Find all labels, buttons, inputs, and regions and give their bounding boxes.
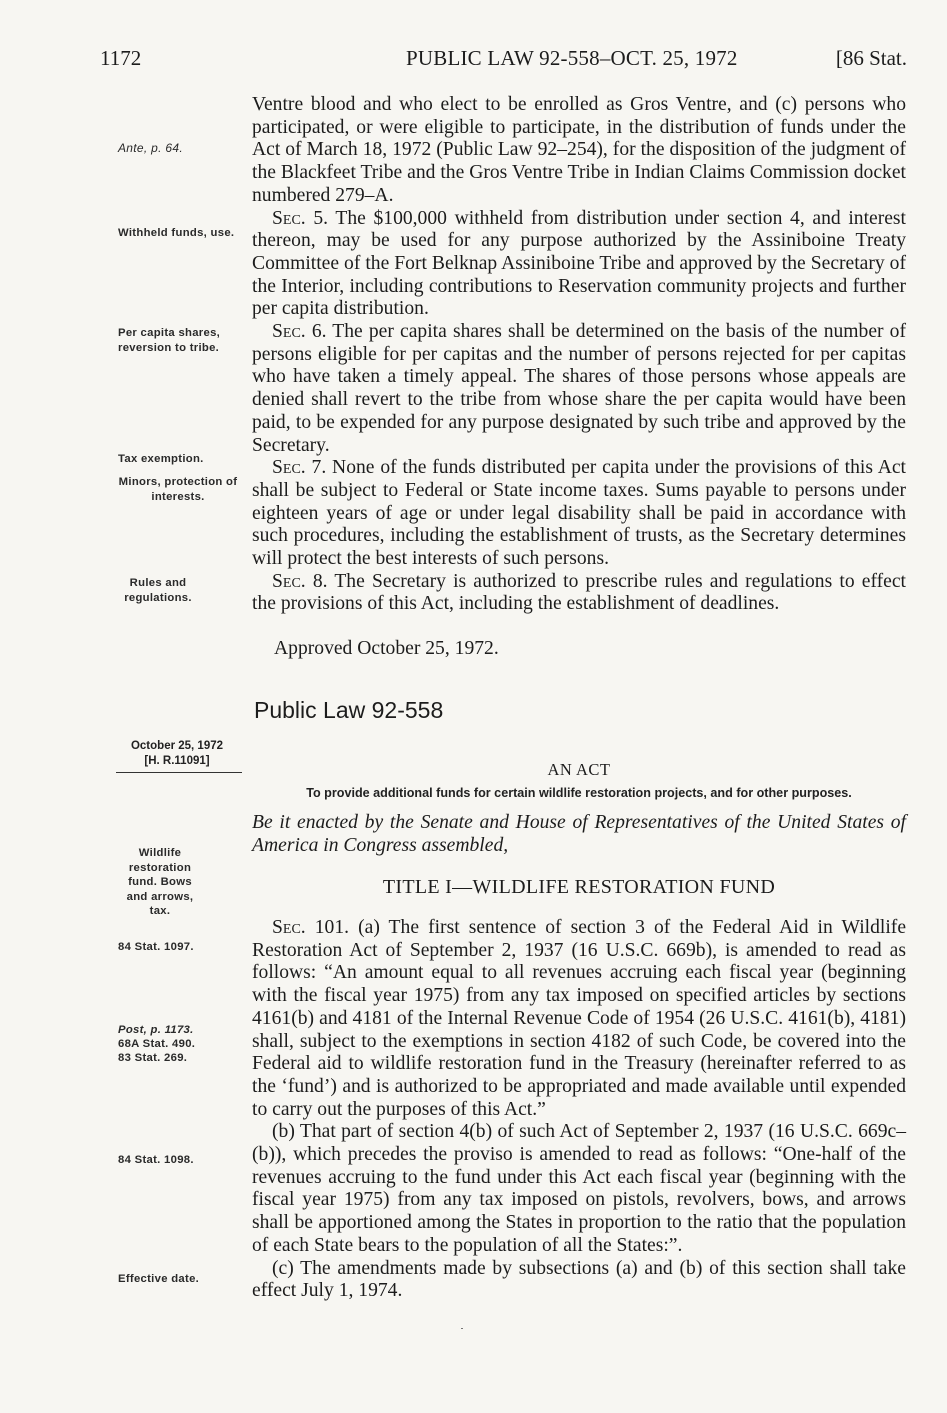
section-6 — [252, 321, 906, 457]
section-5-label: Sec. 5. — [272, 207, 329, 229]
section-8-label: Sec. 8. — [272, 570, 328, 592]
docket-info — [116, 739, 238, 769]
title-heading: TITLE I—WILDLIFE RESTORATION FUND — [382, 876, 776, 898]
docket-rule-divider — [116, 772, 242, 773]
approval-date: Approved October 25, 1972. — [274, 638, 499, 659]
page-header — [100, 46, 907, 76]
section-8 — [252, 571, 906, 616]
act-purpose: To provide additional funds for certain wildlife restoration projects, and for other purposes. — [306, 786, 852, 800]
docket-date: October 25, 1972 — [130, 740, 224, 752]
docket-bill: [H. R.11091] — [144, 755, 210, 767]
margin-note-ante: Ante, p. 64. — [118, 141, 183, 155]
section-101a-text: (a) The first sentence of section 3 of the Federal Aid in Wildlife Restoration Act of September 2, 1937 (16 U.S.C. 669b), is amended to read as follows: “An amount equal to all revenues accruing each fiscal year (beginning with the fiscal year 1975) from any tax imposed on specified articles by sections 4161(b) and 4181 of the Internal Revenue Code of 1954 (26 U.S.C. 4161(b), 4181) shall, subject to the exemptions in section 4182 of such Code, be covered into the Federal aid to wildlife restoration fund in the Treasury (hereinafter referred to as the ‘fund’) and is authorized to be appropriated and made available until expended to carry out the purposes of this Act.” — [252, 917, 907, 1120]
enacting-clause: Be it enacted by the Senate and House of Representatives of the United States of America in Congress assembled, — [252, 812, 906, 856]
running-title: PUBLIC LAW 92-558–OCT. 25, 1972 — [406, 46, 738, 70]
page-number: 1172 — [100, 46, 142, 70]
margin-note-tax-exemption: Tax exemption. — [118, 453, 204, 465]
margin-note-68a-stat-490: 68A Stat. 490. — [118, 1038, 196, 1050]
continuation-paragraph: Ventre blood and who elect to be enrolled as Gros Ventre, and (c) persons who participated, or were eligible to participate, in the distribution of funds under the Act of March 18, 1972 (Public Law 92–254), for the disposition of the judgment of the Blackfeet Tribe and the Gros Ventre Tribe in Indian Claims Commission docket numbered 279–A. — [252, 94, 906, 206]
an-act-heading: AN ACT — [547, 760, 611, 779]
public-law-heading: Public Law 92-558 — [254, 697, 444, 723]
section-101a — [252, 917, 906, 1121]
margin-note-83-stat-269: 83 Stat. 269. — [118, 1052, 188, 1064]
section-7 — [252, 457, 906, 571]
margin-note-per-capita: Per capita shares, reversion to tribe. — [118, 327, 221, 354]
section-7-label: Sec. 7. — [272, 457, 327, 479]
section-5-text: The $100,000 withheld from distribution under section 4, and interest thereon, may be used for any purpose authorized by the Assiniboine Treaty Committee of the Fort Belknap Assiniboine Tribe and approved by the Secretary of the Interior, including contributions to Reservation community projects and further per capita distribution. — [252, 207, 906, 320]
section-101c: (c) The amendments made by subsections (a) and (b) of this section shall take effect July 1, 1974. — [252, 1257, 906, 1302]
statute-volume: [86 Stat. — [835, 46, 907, 70]
margin-note-rules: Rules and regulations. — [124, 577, 192, 604]
margin-note-post: Post, p. 1173. — [118, 1024, 194, 1036]
section-6-text: The per capita shares shall be determined on the basis of the number of persons eligible for per capitas and the number of persons rejected for per capitas who have taken a timely appeal. The shares of those persons whose appeals are denied shall revert to the tribe from whose share the per capita would have been paid, to be expended for any purpose designated by such tribe and approved by the Secretary. — [252, 321, 906, 456]
margin-note-84-stat-1098: 84 Stat. 1098. — [118, 1154, 194, 1166]
section-7-text: None of the funds distributed per capita under the provisions of this Act shall be subject to Federal or State income taxes. Sums payable to persons under eighteen years of age or under legal disability shall be paid in accordance with such procedures, including the establishment of trusts, as the Secretary determines will protect the best interests of such persons. — [252, 457, 906, 570]
section-101-label: Sec. 101. — [272, 917, 350, 938]
margin-note-wildlife: Wildlife restoration fund. Bows and arrows, tax. — [126, 847, 194, 918]
section-101b: (b) That part of section 4(b) of such Act of September 2, 1937 (16 U.S.C. 669c–(b)), which precedes the proviso is amended to read as follows: “One-half of the revenues accruing to the fund under this Act each fiscal year (beginning with the fiscal year 1975) from any tax imposed on pistols, revolvers, bows, and arrows shall be apportioned among the States in proportion to the ratio that the population of each State bears to the population of all the States:”. — [252, 1121, 906, 1256]
margin-note-84-stat-1097: 84 Stat. 1097. — [118, 941, 194, 953]
margin-note-withheld-funds: Withheld funds, use. — [118, 227, 235, 239]
page-bottom-mark — [461, 1328, 463, 1329]
margin-note-minors: Minors, protection of interests. — [118, 476, 238, 503]
section-6-label: Sec. 6. — [272, 321, 327, 343]
section-8-text: The Secretary is authorized to prescribe rules and regulations to effect the provisions of this Act, including the establishment of deadlines. — [252, 570, 907, 615]
body-block-top — [252, 94, 906, 616]
section-5 — [252, 208, 906, 322]
body-block-bottom — [252, 917, 906, 1303]
margin-note-effective-date: Effective date. — [118, 1273, 200, 1285]
